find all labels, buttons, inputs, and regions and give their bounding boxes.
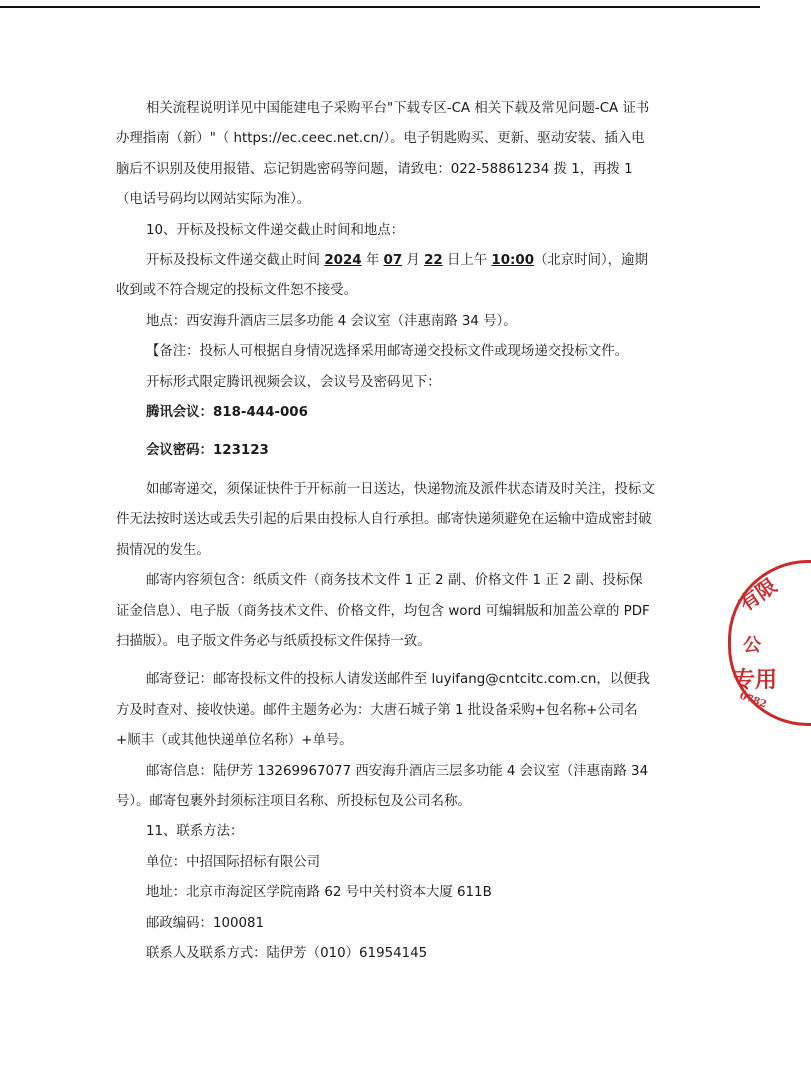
stamp-text-2: 公 xyxy=(743,635,761,656)
contact-unit: 单位：中招国际招标有限公司 xyxy=(146,854,321,870)
stamp-text-4: 0782 xyxy=(737,690,768,711)
mail-delivery-paragraph: 如邮寄递交，须保证快件于开标前一日送达，快递物流及派件状态请及时关注，投标文件无法按时送达或丢失引起的后果由投标人自行承担。邮寄快递须避免在运输中造成密封破损情况的发生。 xyxy=(116,481,655,558)
contact-address: 地址：北京市海淀区学院南路 62 号中关村资本大厦 611B xyxy=(146,885,492,901)
location-paragraph: 地点：西安海升酒店三层多功能 4 会议室（沣惠南路 34 号）。 xyxy=(146,313,517,329)
contact-person: 联系人及联系方式：陆伊芳（010）61954145 xyxy=(146,945,428,961)
deadline-day: 22 xyxy=(424,253,443,269)
stamp-text-3: 专用 xyxy=(733,667,778,693)
document-body xyxy=(116,94,656,969)
stamp-text-1: 有限 xyxy=(734,573,782,617)
contact-postcode: 邮政编码：100081 xyxy=(146,915,265,931)
mail-info-paragraph: 邮寄信息：陆伊芳 13269967077 西安海升酒店三层多功能 4 会议室（沣惠南路 34 号）。邮寄包裹外封须标注项目名称、所投标包及公司名称。 xyxy=(116,763,649,809)
deadline-month: 07 xyxy=(383,253,403,269)
official-seal-stamp xyxy=(728,560,811,726)
meeting-password: 会议密码：123123 xyxy=(146,443,269,459)
section-11-heading: 11、联系方法： xyxy=(146,824,244,840)
mail-registration-paragraph: 邮寄登记：邮寄投标文件的投标人请发送邮件至 luyifang@cntcitc.com.cn，以便我方及时查对、接收快递。邮件主题务必为：大唐石城子第 1 批设备采购+包名称+公司名+顺丰（或其他快递单位名称）+单号。 xyxy=(116,672,650,749)
deadline-suffix: （北京时间），逾期收到或不符合规定的投标文件恕不接受。 xyxy=(116,253,648,299)
meeting-id: 腾讯会议：818-444-006 xyxy=(146,405,308,421)
deadline-year: 2024 xyxy=(324,253,362,269)
mail-contents-paragraph: 邮寄内容须包含：纸质文件（商务技术文件 1 正 2 副、价格文件 1 正 2 副、投标保证金信息）、电子版（商务技术文件、价格文件，均包含 word 可编辑版和加盖公章的 PDF 扫描版）。电子版文件务必与纸质投标文件保持一致。 xyxy=(116,573,650,649)
deadline-year-suffix: 年 xyxy=(361,253,384,269)
deadline-month-suffix: 月 xyxy=(402,253,425,269)
section-10-heading: 10、开标及投标文件递交截止时间和地点： xyxy=(146,222,405,238)
opening-form-paragraph: 开标形式限定腾讯视频会议，会议号及密码见下： xyxy=(146,374,441,390)
deadline-paragraph xyxy=(116,246,656,307)
note-paragraph: 【备注：投标人可根据自身情况选择采用邮寄递交投标文件或现场递交投标文件。 xyxy=(146,344,629,360)
ca-process-paragraph: 相关流程说明详见中国能建电子采购平台"下载专区-CA 相关下载及常见问题-CA 证书办理指南（新）"（ https://ec.ceec.net.cn/）。电子钥匙购买、更新、驱动安装、插入电脑后不识别及使用报错、忘记钥匙密码等问题，请致电：022-58861234 拨 1，再拨 1（电话号码均以网站实际为准）。 xyxy=(116,101,650,208)
deadline-time: 10:00 xyxy=(491,253,535,269)
top-border-line xyxy=(0,6,760,8)
deadline-prefix: 开标及投标文件递交截止时间 xyxy=(146,253,325,269)
deadline-day-suffix: 日上午 xyxy=(442,253,492,269)
